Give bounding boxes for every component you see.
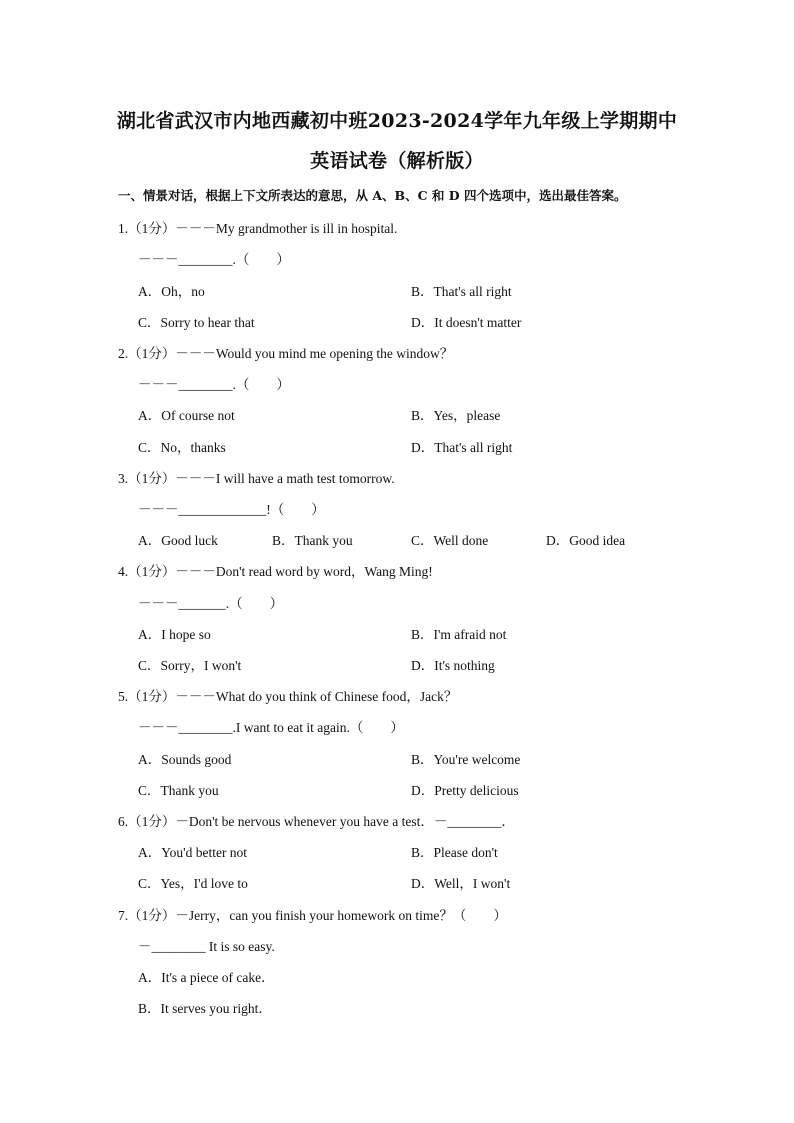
question-2-stem: 2.（1分）－－－Would you mind me opening the window？ [118, 346, 454, 361]
question-4-option-b: B．I'm afraid not [411, 627, 507, 642]
question-2-option-b: B．Yes，please [411, 408, 501, 423]
page-title: 湖北省武汉市内地西藏初中班2023-2024学年九年级上学期期中 [116, 110, 678, 132]
question-4-answer-line: －－－_______.（ ） [138, 596, 284, 611]
question-2-option-a: A．Of course not [138, 408, 235, 423]
question-1-option-c: C．Sorry to hear that [138, 315, 255, 330]
question-4-option-c: C．Sorry，I won't [138, 658, 242, 673]
question-4-option-d: D．It's nothing [411, 658, 495, 673]
question-6-stem: 6.（1分）－Don't be nervous whenever you have a test．－________． [118, 814, 515, 829]
question-3-answer-line: －－－_____________!（ ） [138, 502, 325, 517]
question-1-stem: 1.（1分）－－－My grandmother is ill in hospital. [118, 221, 398, 236]
page-subtitle: 英语试卷（解析版） [310, 150, 484, 172]
question-5-option-d: D．Pretty delicious [411, 783, 519, 798]
question-1-option-d: D．It doesn't matter [411, 315, 522, 330]
question-6-option-c: C．Yes，I'd love to [138, 876, 248, 891]
question-7-stem: 7.（1分）－Jerry，can you finish your homework on time？（ ） [118, 908, 507, 923]
question-4-option-a: A．I hope so [138, 627, 211, 642]
question-3-option-a: A．Good luck [138, 533, 218, 548]
question-1-option-b: B．That's all right [411, 284, 512, 299]
question-3-stem: 3.（1分）－－－I will have a math test tomorrow. [118, 471, 395, 486]
question-5-option-a: A．Sounds good [138, 752, 232, 767]
question-3-option-b: B．Thank you [272, 533, 353, 548]
question-2-option-d: D．That's all right [411, 440, 513, 455]
question-4-stem: 4.（1分）－－－Don't read word by word，Wang Ming! [118, 564, 433, 579]
question-2-answer-line: －－－________.（ ） [138, 377, 290, 392]
question-7-option-b: B．It serves you right． [138, 1001, 272, 1016]
question-1-answer-line: －－－________.（ ） [138, 252, 290, 267]
question-3-option-c: C．Well done [411, 533, 489, 548]
question-1-option-a: A．Oh，no [138, 284, 205, 299]
question-7-answer-line: －________ It is so easy. [138, 939, 275, 954]
question-6-option-b: B．Please don't [411, 845, 498, 860]
question-5-option-c: C．Thank you [138, 783, 219, 798]
question-6-option-a: A．You'd better not [138, 845, 248, 860]
question-7-option-a: A．It's a piece of cake． [138, 970, 275, 985]
question-3-option-d: D．Good idea [546, 533, 626, 548]
question-6-option-d: D．Well，I won't [411, 876, 511, 891]
question-5-answer-line: －－－________.I want to eat it again.（ ） [138, 720, 404, 735]
question-2-option-c: C．No，thanks [138, 440, 226, 455]
section-heading: 一、情景对话，根据上下文所表达的意思，从 A、B、C 和 D 四个选项中，选出最佳答案。 [118, 188, 627, 203]
question-5-option-b: B．You're welcome [411, 752, 521, 767]
question-5-stem: 5.（1分）－－－What do you think of Chinese food，Jack？ [118, 689, 458, 704]
